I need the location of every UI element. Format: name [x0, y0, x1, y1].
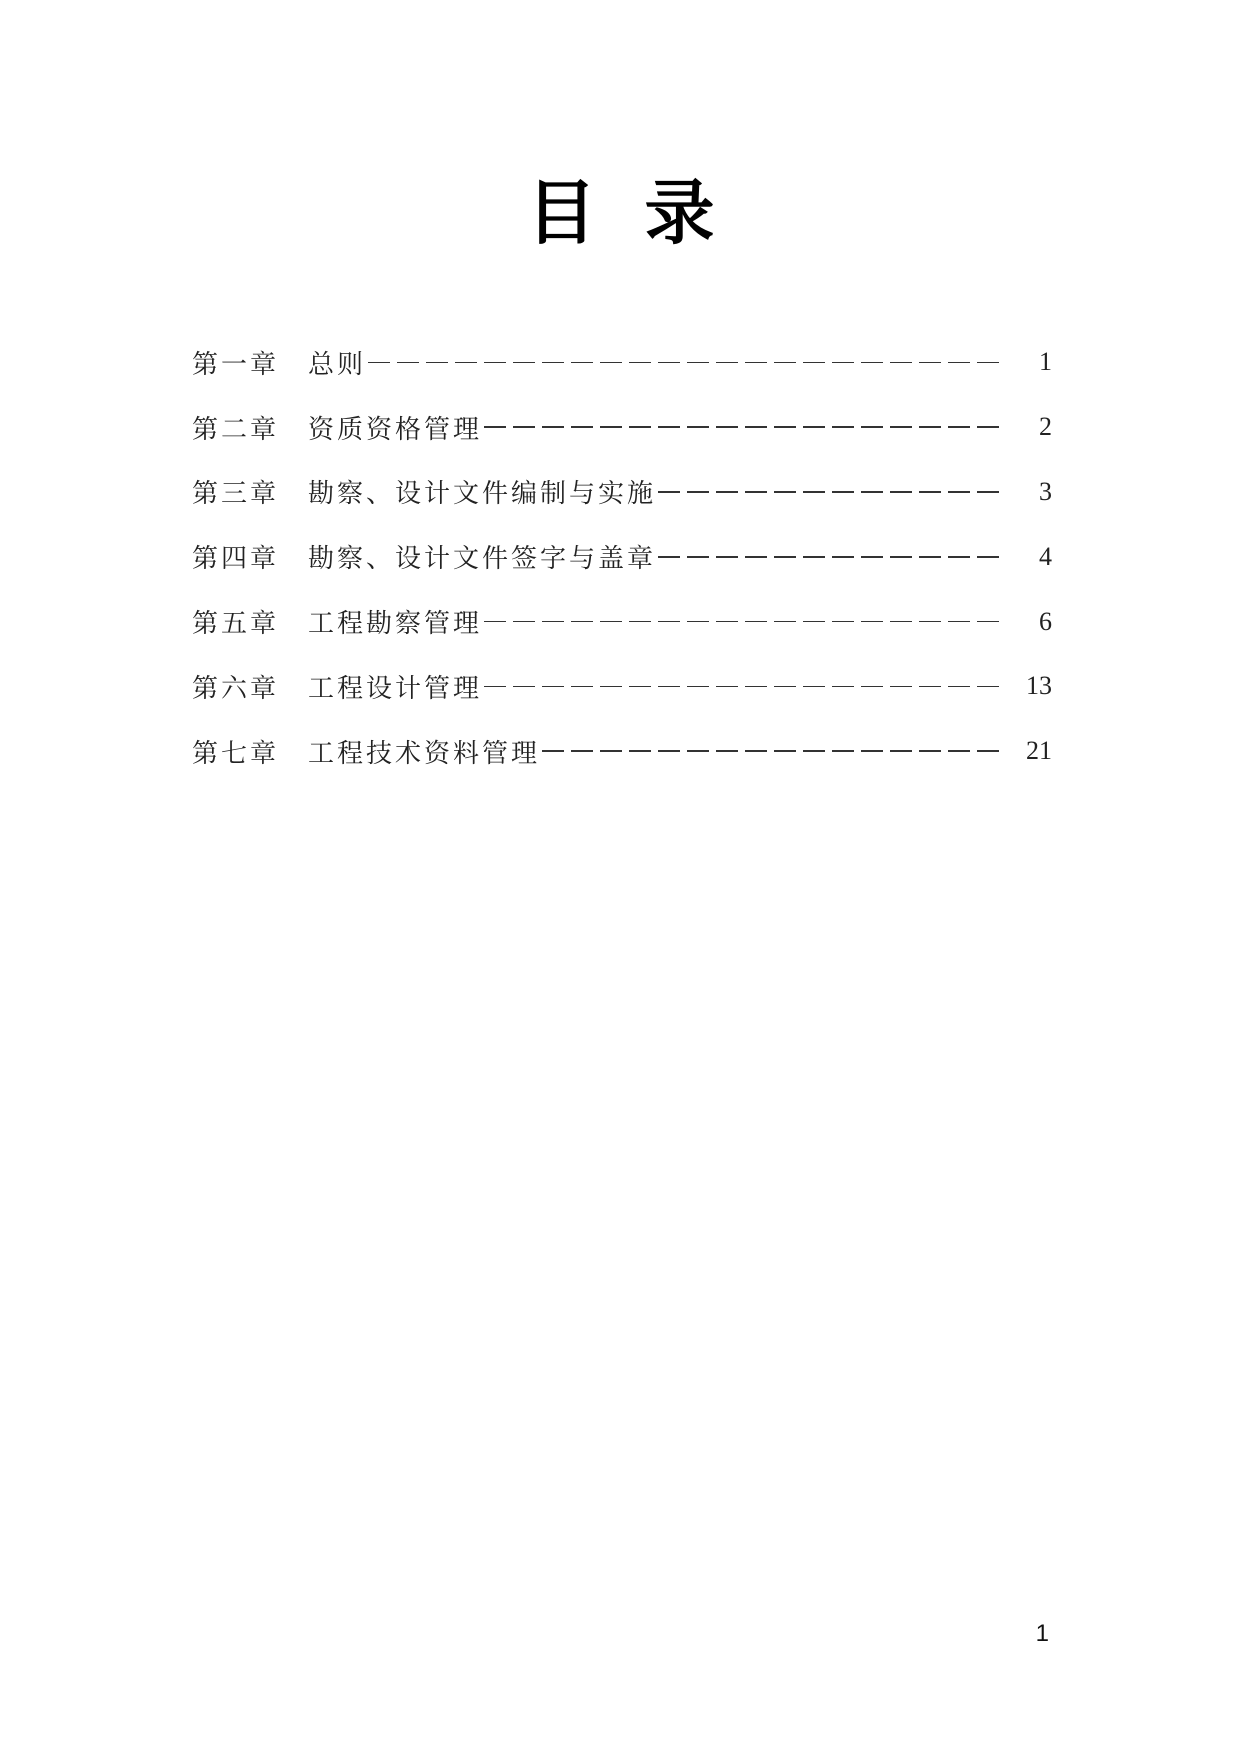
toc-leader-line — [484, 686, 1002, 688]
toc-entry-title: 勘察、设计文件编制与实施 — [308, 479, 657, 510]
toc-chapter-label: 第四章 — [192, 544, 280, 575]
toc-entry-title: 总则 — [308, 349, 367, 380]
toc-chapter-label: 第五章 — [192, 609, 280, 640]
table-of-contents — [192, 330, 1052, 784]
toc-entry-title: 勘察、设计文件签字与盖章 — [308, 544, 657, 575]
toc-entry-title: 资质资格管理 — [308, 414, 483, 445]
toc-page-number: 2 — [1039, 412, 1052, 442]
toc-entry-title: 工程设计管理 — [308, 673, 483, 704]
toc-leader-line — [484, 621, 1002, 623]
toc-chapter-label: 第七章 — [192, 738, 280, 769]
toc-page-number: 21 — [1026, 736, 1052, 766]
page-number: 1 — [1035, 1620, 1049, 1647]
toc-chapter-label: 第三章 — [192, 479, 280, 510]
toc-page-number: 6 — [1039, 606, 1052, 636]
toc-entry-1[interactable] — [192, 330, 1052, 395]
toc-chapter-label: 第二章 — [192, 414, 280, 445]
toc-leader-line — [484, 426, 1002, 428]
toc-leader-line — [368, 362, 1002, 364]
toc-page-number: 13 — [1026, 671, 1052, 701]
toc-page-number: 3 — [1039, 476, 1052, 506]
toc-entry-title: 工程技术资料管理 — [308, 738, 541, 769]
toc-page-number: 1 — [1039, 347, 1052, 377]
toc-entry-6[interactable] — [192, 654, 1052, 719]
page-title: 目录 — [526, 171, 763, 254]
toc-leader-line — [658, 556, 1002, 558]
toc-leader-line — [542, 750, 1002, 752]
toc-entry-title: 工程勘察管理 — [308, 609, 483, 640]
toc-entry-3[interactable] — [192, 460, 1052, 525]
toc-chapter-label: 第一章 — [192, 349, 280, 380]
toc-chapter-label: 第六章 — [192, 673, 280, 704]
toc-page-number: 4 — [1039, 541, 1052, 571]
toc-entry-7[interactable] — [192, 719, 1052, 784]
toc-entry-4[interactable] — [192, 524, 1052, 589]
toc-entry-2[interactable] — [192, 395, 1052, 460]
toc-leader-line — [658, 491, 1002, 493]
toc-entry-5[interactable] — [192, 589, 1052, 654]
